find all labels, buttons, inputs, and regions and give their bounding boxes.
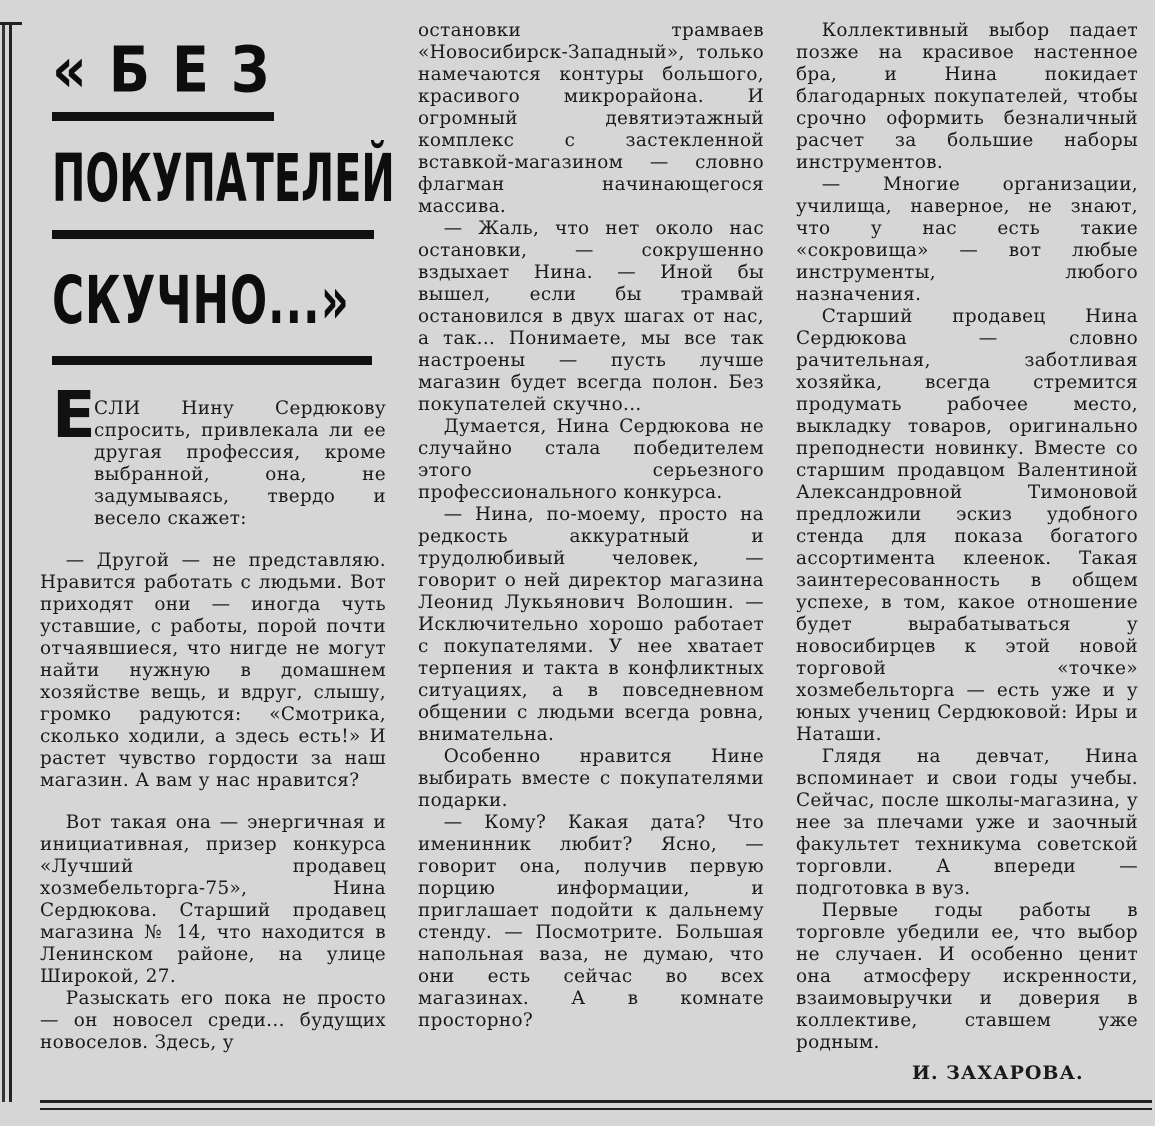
drop-cap: Е: [52, 379, 96, 453]
headline-line-1: «БЕЗ: [52, 34, 292, 108]
column-3: [796, 20, 1138, 1054]
column-3-paragraph-2: — Многие организации, училища, наверное, не знают, что у нас есть такие «сокровища» — вот любые инструменты, любого назначения.: [796, 174, 1138, 305]
column-3-paragraph-5: Первые годы работы в торговле убедили ее, что выбор не случаен. И особенно ценит она атмосферу искренности, взаимовыручки и доверия в коллективе, ставшем уже родным.: [796, 900, 1138, 1053]
column-2: [418, 20, 764, 1032]
column-3-paragraph-3: Старший продавец Нина Сердюкова — словно рачительная, заботливая хозяйка, всегда стремится продумать рабочее место, выкладку товаров, оригинально преподнести новинку. Вместе со старшим продавцом Валентиной Александровной Тимоновой предложили эскиз удобного стенда для показа богатого ассортимента клеенок. Такая заинтересованность в общем успехе, в том, какое отношение будет вырабатываться у новосибирцев к этой новой торговой «точке» хозмебельторга — есть уже и у юных учениц Сердюковой: Иры и Наташи.: [796, 306, 1138, 745]
top-border-tick: [0, 22, 22, 25]
column-1-paragraph-3: Вот такая она — энергичная и инициативная, призер конкурса «Лучший продавец хозмебельторга-75», Нина Сердюкова. Старший продавец магазина № 14, что находится в Ленинском районе, на улице Широкой, 27.: [40, 812, 386, 987]
column-1-paragraph-2: — Другой — не представляю. Нравится работать с людьми. Вот приходят они — иногда чуть уставшие, с работы, порой почти отчаявшиеся, что нигде не могут найти нужную в домашнем хозяйстве вещь, и вдруг, слышу, громко радуются: «Смотрика, сколько ходили, а здесь есть!» И растет чувство гордости за наш магазин. А вам у нас нравится?: [40, 550, 386, 791]
headline-rule-2: [52, 230, 374, 239]
column-2-paragraph-3: Думается, Нина Сердюкова не случайно стала победителем этого серьезного профессионального конкурса.: [418, 416, 764, 503]
column-2-paragraph-1: остановки трамваев «Новосибирск-Западный», только намечаются контуры большого, красивого микрорайона. И огромный девятиэтажный комплекс с застекленной вставкой-магазином — словно флагман начинающегося массива.: [418, 20, 764, 217]
column-2-paragraph-2: — Жаль, что нет около нас остановки, — сокрушенно вздыхает Нина. — Иной бы вышел, если бы трамвай остановился в двух шагах от нас, а так... Понимаете, мы все так настроены — пусть лучше магазин будет всегда полон. Без покупателей скучно...: [418, 218, 764, 415]
bottom-rule-2: [40, 1108, 1152, 1110]
column-1-paragraph-4: Разыскать его пока не просто — он новосел среди... будущих новоселов. Здесь, у: [40, 988, 386, 1053]
left-border: [0, 22, 12, 1102]
lead-paragraph: СЛИ Нину Сердюкову спросить, привлекала ли ее другая профессия, кроме выбранной, она, не задумываясь, твердо и весело скажет:: [94, 398, 386, 529]
bottom-rule-1: [40, 1100, 1152, 1103]
column-2-paragraph-4: — Нина, по-моему, просто на редкость аккуратный и трудолюбивый человек, — говорит о ней директор магазина Леонид Лукьянович Волошин. — Исключительно хорошо работает с покупателями. У нее хватает терпения и такта в конфликтных ситуациях, а в повседневном общении с людьми всегда ровна, внимательна.: [418, 504, 764, 745]
headline-rule-1: [52, 112, 274, 121]
headline-rule-3: [52, 356, 372, 365]
headline-line-2: ПОКУПАТЕЛЕЙ: [52, 140, 395, 217]
headline-line-3: СКУЧНО...»: [52, 262, 350, 339]
column-3-paragraph-4: Глядя на девчат, Нина вспоминает и свои годы учебы. Сейчас, после школы-магазина, у нее за плечами уже и заочный факультет техникума советской торговли. А впереди — подготовка в вуз.: [796, 746, 1138, 899]
column-3-paragraph-1: Коллективный выбор падает позже на красивое настенное бра, и Нина покидает благодарных покупателей, чтобы срочно оформить безналичный расчет за большие наборы инструментов.: [796, 20, 1138, 173]
column-2-paragraph-6: — Кому? Какая дата? Что именинник любит? Ясно, — говорит она, получив первую порцию информации, и приглашает подойти к дальнему стенду. — Посмотрите. Большая напольная ваза, не думаю, что они есть сейчас во всех магазинах. А в комнате просторно?: [418, 812, 764, 1031]
column-2-paragraph-5: Особенно нравится Нине выбирать вместе с покупателями подарки.: [418, 746, 764, 811]
author-byline: И. ЗАХАРОВА.: [912, 1062, 1084, 1084]
column-1: [40, 398, 386, 1054]
